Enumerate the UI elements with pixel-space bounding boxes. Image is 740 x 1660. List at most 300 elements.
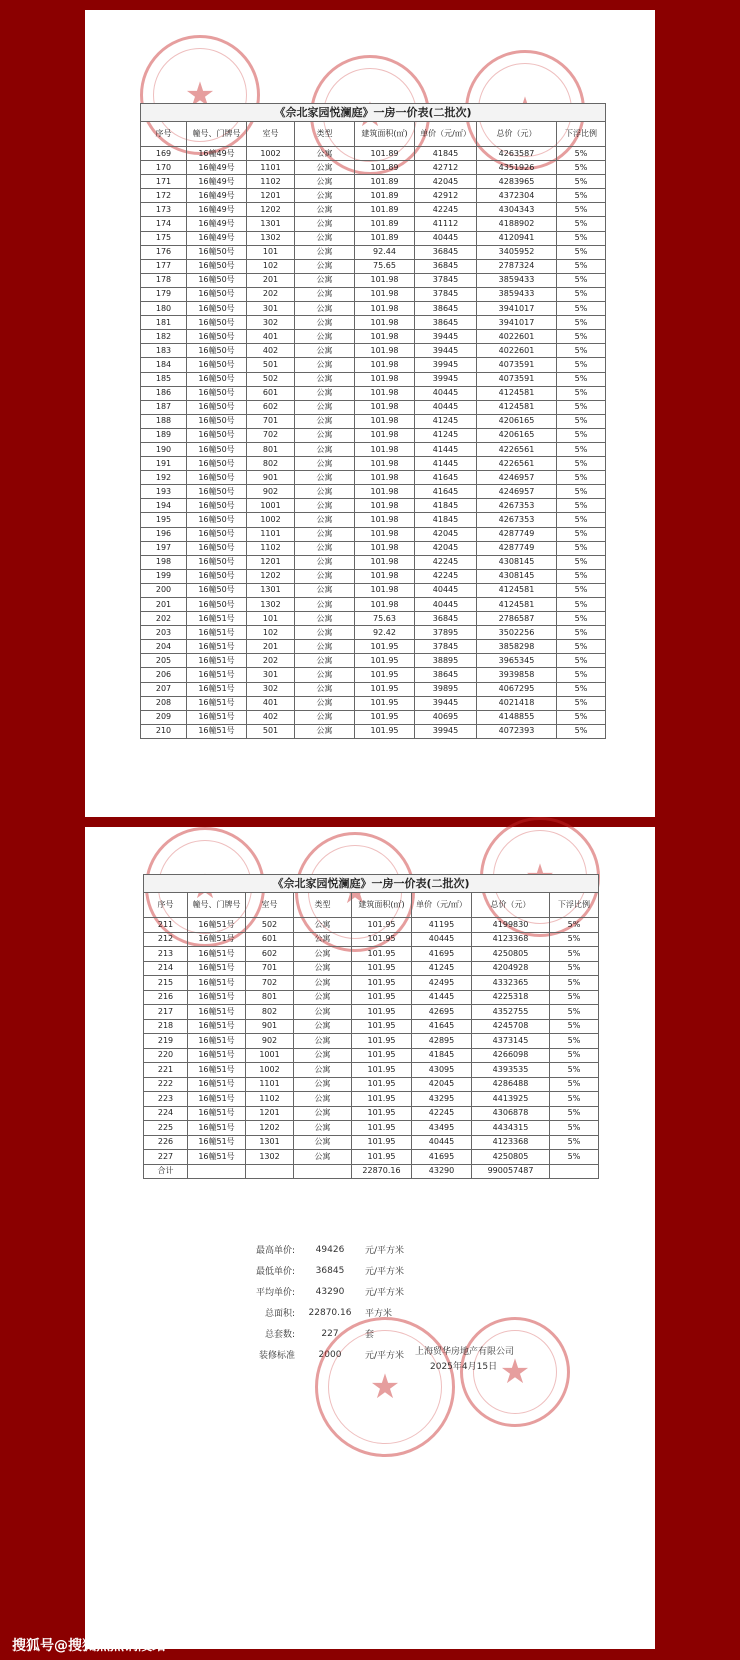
- summary-unit: 平方米: [365, 1309, 393, 1319]
- table-cell: 4225318: [472, 990, 550, 1005]
- table-cell: 41645: [412, 1019, 472, 1034]
- table-cell: 公寓: [295, 259, 355, 273]
- table-cell: 16幢51号: [188, 947, 246, 962]
- table-cell: 213: [144, 947, 188, 962]
- table-row: [141, 598, 606, 612]
- table-cell: 5%: [550, 1019, 599, 1034]
- company-seal: [460, 1317, 570, 1427]
- column-header: 幢号、门牌号: [188, 893, 246, 918]
- table-cell: 4120941: [477, 231, 557, 245]
- table-cell: 16幢51号: [187, 654, 247, 668]
- table-cell: 802: [247, 457, 295, 471]
- table-cell: 公寓: [295, 302, 355, 316]
- table-cell: 185: [141, 372, 187, 386]
- column-header: 建筑面积(㎡): [352, 893, 412, 918]
- table-cell: 204: [141, 640, 187, 654]
- table-cell: 209: [141, 710, 187, 724]
- table-cell: 4287749: [477, 541, 557, 555]
- table-cell: 4124581: [477, 400, 557, 414]
- table-cell: 5%: [557, 499, 606, 513]
- table-cell: 5%: [550, 932, 599, 947]
- table-cell: 902: [246, 1034, 294, 1049]
- table-cell: 207: [141, 682, 187, 696]
- table-cell: 5%: [557, 372, 606, 386]
- table-cell: 2786587: [477, 612, 557, 626]
- total-cell: 990057487: [472, 1164, 550, 1179]
- table-cell: 203: [141, 626, 187, 640]
- table-cell: 101.98: [355, 302, 415, 316]
- table-cell: 41695: [412, 1150, 472, 1165]
- table-cell: 216: [144, 990, 188, 1005]
- table-row: [141, 499, 606, 513]
- table-cell: 4352755: [472, 1005, 550, 1020]
- table-cell: 205: [141, 654, 187, 668]
- table-cell: 5%: [557, 612, 606, 626]
- table-cell: 5%: [557, 175, 606, 189]
- table-cell: 43295: [412, 1092, 472, 1107]
- table-cell: 101.98: [355, 414, 415, 428]
- table-cell: 41445: [415, 457, 477, 471]
- table-cell: 40445: [412, 1135, 472, 1150]
- table-cell: 5%: [550, 1106, 599, 1121]
- column-header: 总价（元）: [472, 893, 550, 918]
- table-cell: 37845: [415, 640, 477, 654]
- table-cell: 42045: [415, 541, 477, 555]
- table-cell: 公寓: [295, 598, 355, 612]
- table-cell: 92.44: [355, 245, 415, 259]
- table-cell: 公寓: [295, 654, 355, 668]
- table-cell: 182: [141, 330, 187, 344]
- table-row: [144, 918, 599, 933]
- column-header: 幢号、门牌号: [187, 122, 247, 147]
- table-row: [144, 947, 599, 962]
- table-row: [141, 316, 606, 330]
- table-cell: 16幢50号: [187, 386, 247, 400]
- table-cell: 16幢51号: [188, 932, 246, 947]
- table-cell: 42712: [415, 161, 477, 175]
- table-cell: 16幢50号: [187, 457, 247, 471]
- table-cell: 92.42: [355, 626, 415, 640]
- table-cell: 176: [141, 245, 187, 259]
- table-cell: 601: [247, 386, 295, 400]
- table-cell: 公寓: [294, 932, 352, 947]
- table-cell: 36845: [415, 245, 477, 259]
- table-cell: 1201: [246, 1106, 294, 1121]
- table-cell: 181: [141, 316, 187, 330]
- source-watermark: 搜狐号@搜狐焦点铜陵站: [12, 1638, 166, 1654]
- summary-label: 最高单价:: [255, 1246, 295, 1256]
- table-cell: 36845: [415, 259, 477, 273]
- table-row: [141, 358, 606, 372]
- table-cell: 179: [141, 287, 187, 301]
- table-cell: 202: [247, 287, 295, 301]
- table-row: [141, 513, 606, 527]
- table-row: [141, 203, 606, 217]
- table-cell: 4022601: [477, 330, 557, 344]
- table-cell: 101.98: [355, 428, 415, 442]
- table-cell: 101.95: [355, 640, 415, 654]
- table-cell: 5%: [557, 161, 606, 175]
- table-row: [141, 442, 606, 456]
- table-cell: 201: [247, 273, 295, 287]
- table-cell: 4148855: [477, 710, 557, 724]
- table-cell: 4267353: [477, 499, 557, 513]
- table-cell: 39945: [415, 358, 477, 372]
- table-cell: 101.95: [352, 947, 412, 962]
- table-cell: 4308145: [477, 569, 557, 583]
- total-cell: [188, 1164, 246, 1179]
- table-cell: 41445: [412, 990, 472, 1005]
- table-cell: 101.95: [352, 918, 412, 933]
- table-row: [141, 330, 606, 344]
- table-cell: 101.98: [355, 457, 415, 471]
- table-cell: 4308145: [477, 555, 557, 569]
- table-cell: 5%: [557, 259, 606, 273]
- table-cell: 501: [247, 724, 295, 738]
- table-cell: 37895: [415, 626, 477, 640]
- table-cell: 公寓: [295, 710, 355, 724]
- table-cell: 42495: [412, 976, 472, 991]
- table-cell: 200: [141, 583, 187, 597]
- table-cell: 202: [247, 654, 295, 668]
- table-row: [141, 569, 606, 583]
- table-cell: 5%: [550, 961, 599, 976]
- table-cell: 公寓: [294, 1077, 352, 1092]
- table-cell: 4199830: [472, 918, 550, 933]
- column-header: 单价（元/㎡）: [412, 893, 472, 918]
- table-row: [144, 1106, 599, 1121]
- table-cell: 4226561: [477, 442, 557, 456]
- table-row: [141, 344, 606, 358]
- table-cell: 101.98: [355, 471, 415, 485]
- table-cell: 1002: [246, 1063, 294, 1078]
- table-cell: 5%: [557, 203, 606, 217]
- table-cell: 101.98: [355, 485, 415, 499]
- table-cell: 42895: [412, 1034, 472, 1049]
- table-cell: 101: [247, 612, 295, 626]
- table-cell: 502: [247, 372, 295, 386]
- table-cell: 4072393: [477, 724, 557, 738]
- table-cell: 180: [141, 302, 187, 316]
- table-cell: 202: [141, 612, 187, 626]
- table-cell: 3939858: [477, 668, 557, 682]
- table-cell: 公寓: [295, 287, 355, 301]
- table-cell: 1002: [247, 147, 295, 161]
- table-row: [141, 724, 606, 738]
- total-cell: 22870.16: [352, 1164, 412, 1179]
- table-cell: 101.98: [355, 598, 415, 612]
- table-cell: 1301: [247, 583, 295, 597]
- table-cell: 212: [144, 932, 188, 947]
- table-cell: 801: [246, 990, 294, 1005]
- table-cell: 101.89: [355, 175, 415, 189]
- table-cell: 1202: [247, 569, 295, 583]
- table-cell: 171: [141, 175, 187, 189]
- table-cell: 208: [141, 696, 187, 710]
- table-cell: 16幢49号: [187, 161, 247, 175]
- table-cell: 16幢51号: [188, 990, 246, 1005]
- table-cell: 公寓: [295, 457, 355, 471]
- table-cell: 222: [144, 1077, 188, 1092]
- summary-value: 36845: [315, 1265, 345, 1276]
- table-cell: 公寓: [294, 990, 352, 1005]
- table-row: [141, 541, 606, 555]
- column-header: 序号: [141, 122, 187, 147]
- table-cell: 801: [247, 442, 295, 456]
- table-row: [144, 1135, 599, 1150]
- table-cell: 4263587: [477, 147, 557, 161]
- table-cell: 16幢50号: [187, 471, 247, 485]
- table-cell: 101.98: [355, 499, 415, 513]
- table-row: [144, 1092, 599, 1107]
- table-cell: 16幢51号: [188, 1077, 246, 1092]
- summary-value: 43290: [315, 1286, 345, 1297]
- table-cell: 16幢49号: [187, 189, 247, 203]
- table-cell: 101: [247, 245, 295, 259]
- table-cell: 16幢50号: [187, 330, 247, 344]
- table-cell: 101.89: [355, 161, 415, 175]
- table-cell: 42045: [415, 527, 477, 541]
- table-cell: 41645: [415, 485, 477, 499]
- table-row: [141, 485, 606, 499]
- table-row: [144, 1019, 599, 1034]
- table-cell: 1201: [247, 189, 295, 203]
- table-cell: 101.98: [355, 386, 415, 400]
- table-cell: 5%: [557, 302, 606, 316]
- table-row: [144, 1077, 599, 1092]
- table-cell: 186: [141, 386, 187, 400]
- table-cell: 16幢51号: [187, 626, 247, 640]
- table-cell: 901: [247, 471, 295, 485]
- table-cell: 702: [247, 428, 295, 442]
- table-cell: 302: [247, 682, 295, 696]
- table-cell: 101.98: [355, 442, 415, 456]
- table-cell: 16幢50号: [187, 287, 247, 301]
- table-cell: 1201: [247, 555, 295, 569]
- table-cell: 1102: [246, 1092, 294, 1107]
- table-row: [141, 231, 606, 245]
- table-cell: 38895: [415, 654, 477, 668]
- table-row: [141, 471, 606, 485]
- price-sheet-page-1: [85, 10, 655, 817]
- table-cell: 75.65: [355, 259, 415, 273]
- table-cell: 公寓: [295, 499, 355, 513]
- table-cell: 38645: [415, 316, 477, 330]
- table-cell: 225: [144, 1121, 188, 1136]
- table-row: [141, 259, 606, 273]
- table-cell: 4124581: [477, 598, 557, 612]
- table-cell: 公寓: [295, 626, 355, 640]
- table-cell: 101.89: [355, 147, 415, 161]
- table-cell: 16幢50号: [187, 428, 247, 442]
- table-cell: 102: [247, 626, 295, 640]
- table-row: [141, 273, 606, 287]
- table-cell: 公寓: [295, 400, 355, 414]
- table-row: [144, 1063, 599, 1078]
- table-cell: 3405952: [477, 245, 557, 259]
- table-cell: 公寓: [295, 386, 355, 400]
- table-cell: 224: [144, 1106, 188, 1121]
- table-cell: 5%: [557, 598, 606, 612]
- table-cell: 5%: [557, 400, 606, 414]
- table-cell: 5%: [550, 1005, 599, 1020]
- table-cell: 公寓: [295, 316, 355, 330]
- table-cell: 4304343: [477, 203, 557, 217]
- table-cell: 公寓: [295, 147, 355, 161]
- table-cell: 3965345: [477, 654, 557, 668]
- table-cell: 16幢51号: [187, 668, 247, 682]
- table-row: [144, 1121, 599, 1136]
- table-cell: 173: [141, 203, 187, 217]
- table-cell: 3858298: [477, 640, 557, 654]
- table-cell: 5%: [557, 710, 606, 724]
- table-cell: 16幢50号: [187, 583, 247, 597]
- table-cell: 5%: [557, 682, 606, 696]
- table-cell: 5%: [550, 1135, 599, 1150]
- table-cell: 公寓: [295, 344, 355, 358]
- table-cell: 16幢51号: [188, 1048, 246, 1063]
- price-table: [143, 874, 599, 1179]
- table-cell: 5%: [557, 442, 606, 456]
- table-cell: 42045: [412, 1077, 472, 1092]
- total-row: [144, 1164, 599, 1179]
- table-cell: 194: [141, 499, 187, 513]
- table-cell: 214: [144, 961, 188, 976]
- table-cell: 43495: [412, 1121, 472, 1136]
- table-cell: 101.89: [355, 231, 415, 245]
- table-cell: 40445: [415, 386, 477, 400]
- table-cell: 41645: [415, 471, 477, 485]
- table-cell: 101.95: [352, 990, 412, 1005]
- table-cell: 16幢51号: [188, 1150, 246, 1165]
- table-cell: 1001: [246, 1048, 294, 1063]
- table-cell: 172: [141, 189, 187, 203]
- table-cell: 101.89: [355, 203, 415, 217]
- summary-label: 总面积:: [264, 1309, 295, 1319]
- table-cell: 16幢50号: [187, 541, 247, 555]
- table-cell: 41845: [415, 499, 477, 513]
- table-cell: 公寓: [295, 513, 355, 527]
- table-cell: 37845: [415, 287, 477, 301]
- table-cell: 5%: [557, 527, 606, 541]
- table-row: [141, 612, 606, 626]
- table-cell: 5%: [550, 1092, 599, 1107]
- table-cell: 公寓: [294, 976, 352, 991]
- table-cell: 4067295: [477, 682, 557, 696]
- table-cell: 16幢50号: [187, 598, 247, 612]
- table-cell: 公寓: [294, 1121, 352, 1136]
- sign-date: 2025年4月15日: [430, 1362, 498, 1372]
- table-cell: 公寓: [295, 541, 355, 555]
- table-cell: 公寓: [295, 189, 355, 203]
- table-cell: 702: [246, 976, 294, 991]
- table-cell: 40445: [415, 231, 477, 245]
- table-cell: 101.95: [352, 1106, 412, 1121]
- table-cell: 公寓: [295, 428, 355, 442]
- table-row: [141, 161, 606, 175]
- table-cell: 16幢51号: [188, 1106, 246, 1121]
- table-cell: 192: [141, 471, 187, 485]
- table-cell: 101.98: [355, 330, 415, 344]
- table-cell: 802: [246, 1005, 294, 1020]
- table-cell: 42245: [415, 555, 477, 569]
- table-cell: 16幢51号: [188, 1092, 246, 1107]
- table-cell: 5%: [557, 147, 606, 161]
- table-cell: 227: [144, 1150, 188, 1165]
- table-cell: 178: [141, 273, 187, 287]
- table-cell: 901: [246, 1019, 294, 1034]
- table-cell: 公寓: [294, 1019, 352, 1034]
- table-cell: 5%: [557, 428, 606, 442]
- table-cell: 公寓: [295, 175, 355, 189]
- table-cell: 16幢51号: [188, 1063, 246, 1078]
- table-cell: 193: [141, 485, 187, 499]
- total-cell: [246, 1164, 294, 1179]
- table-cell: 公寓: [295, 668, 355, 682]
- table-cell: 1102: [247, 175, 295, 189]
- table-cell: 196: [141, 527, 187, 541]
- table-cell: 38645: [415, 302, 477, 316]
- table-cell: 公寓: [294, 961, 352, 976]
- table-row: [141, 640, 606, 654]
- table-row: [141, 245, 606, 259]
- table-cell: 5%: [550, 990, 599, 1005]
- table-row: [141, 302, 606, 316]
- table-cell: 5%: [557, 273, 606, 287]
- table-cell: 16幢51号: [187, 640, 247, 654]
- table-cell: 41445: [415, 442, 477, 456]
- table-cell: 16幢51号: [188, 1135, 246, 1150]
- table-cell: 101.95: [352, 1092, 412, 1107]
- table-cell: 公寓: [294, 947, 352, 962]
- table-title: 《佘北家园悦澜庭》一房一价表(二批次): [144, 875, 599, 893]
- table-cell: 公寓: [294, 1106, 352, 1121]
- table-cell: 3941017: [477, 302, 557, 316]
- table-cell: 1101: [247, 161, 295, 175]
- table-cell: 4306878: [472, 1106, 550, 1121]
- table-row: [141, 414, 606, 428]
- table-cell: 187: [141, 400, 187, 414]
- table-cell: 公寓: [295, 442, 355, 456]
- table-cell: 公寓: [295, 217, 355, 231]
- table-cell: 215: [144, 976, 188, 991]
- table-cell: 1102: [247, 541, 295, 555]
- table-row: [141, 175, 606, 189]
- table-cell: 公寓: [294, 1005, 352, 1020]
- table-cell: 39445: [415, 696, 477, 710]
- table-cell: 41245: [412, 961, 472, 976]
- table-cell: 4332365: [472, 976, 550, 991]
- table-cell: 101.95: [352, 1034, 412, 1049]
- summary-unit: 元/平方米: [365, 1288, 405, 1298]
- table-cell: 公寓: [294, 1092, 352, 1107]
- table-cell: 101.89: [355, 217, 415, 231]
- table-cell: 40445: [415, 598, 477, 612]
- table-row: [141, 626, 606, 640]
- table-cell: 4434315: [472, 1121, 550, 1136]
- table-cell: 41845: [415, 513, 477, 527]
- table-cell: 5%: [557, 654, 606, 668]
- table-cell: 5%: [557, 287, 606, 301]
- table-cell: 1101: [247, 527, 295, 541]
- total-cell: [550, 1164, 599, 1179]
- table-cell: 5%: [550, 976, 599, 991]
- table-cell: 公寓: [294, 1048, 352, 1063]
- summary-label: 平均单价:: [255, 1288, 295, 1298]
- table-cell: 41695: [412, 947, 472, 962]
- table-cell: 16幢50号: [187, 316, 247, 330]
- table-cell: 170: [141, 161, 187, 175]
